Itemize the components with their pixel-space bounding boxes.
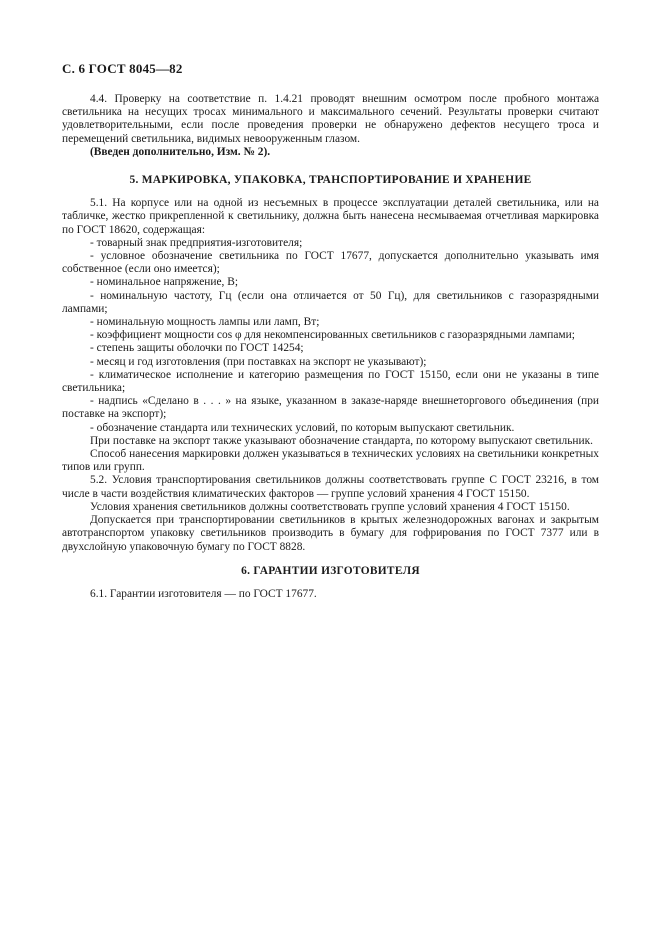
marking-list-item: - обозначение стандарта или технических условий, по которым выпускают светильник. (90, 421, 515, 434)
paragraph-marking-method: Способ нанесения маркировки должен указываться в технических условиях на светильники конкретных типов или групп. (62, 448, 599, 474)
paragraph-5-2: 5.2. Условия транспортирования светильников должны соответствовать группе С ГОСТ 23216, в том числе в части воздействия климатических факторов — группе условий хранения 4 ГОСТ 15150. (62, 474, 599, 500)
marking-list-item: - товарный знак предприятия-изготовителя; (90, 236, 303, 249)
paragraph-packing: Допускается при транспортировании светильников в крытых железнодорожных вагонах и закрытым автотранспортом упаковку светильников производить в бумагу для гофрирования по ГОСТ 7377 или в двухслойную упаковочную бумагу по ГОСТ 8828. (62, 514, 599, 553)
section-6-title: 6. ГАРАНТИИ ИЗГОТОВИТЕЛЯ (241, 564, 420, 577)
paragraph-export: При поставке на экспорт также указывают обозначение стандарта, по которому выпускают светильник. (90, 434, 593, 447)
amendment-note: (Введен дополнительно, Изм. № 2). (90, 145, 271, 158)
marking-list-item: - климатическое исполнение и категорию размещения по ГОСТ 15150, если они не указаны в типе светильника; (62, 368, 599, 395)
marking-list-item: - номинальную мощность лампы или ламп, Вт; (90, 316, 320, 329)
marking-list-item: - надпись «Сделано в . . . » на языке, указанном в заказе-наряде внешнеторгового объединения (при поставке на экспорт); (62, 395, 599, 421)
paragraph-4-4: 4.4. Проверку на соответствие п. 1.4.21 проводят внешним осмотром после пробного монтажа светильника на несущих тросах минимального и максимального сечений. Результаты проверки считают удовлетворительными, если после проведения проверки не обнаружено дефектов несущего троса и перемещений светильника, видимых невооруженным глазом. (62, 93, 599, 145)
marking-list-item: - условное обозначение светильника по ГОСТ 17677, допускается дополнительно указывать имя собственное (если оно имеется); (62, 250, 599, 276)
paragraph-5-1: 5.1. На корпусе или на одной из несъемных в процессе эксплуатации деталей светильника, или на табличке, жестко прикрепленной к светильнику, должна быть нанесена несмываемая отчетливая маркировка по ГОСТ 18620, содержащая: (62, 197, 599, 236)
paragraph-6-1: 6.1. Гарантии изготовителя — по ГОСТ 17677. (90, 587, 317, 600)
marking-list-item: - месяц и год изготовления (при поставках на экспорт не указывают); (90, 355, 427, 368)
page-header: С. 6 ГОСТ 8045—82 (62, 61, 183, 76)
marking-list-item: - номинальное напряжение, В; (90, 276, 238, 289)
marking-list-item: - степень защиты оболочки по ГОСТ 14254; (90, 342, 304, 355)
document-body (62, 93, 599, 601)
marking-list-item: - номинальную частоту, Гц (если она отличается от 50 Гц), для светильников с газоразрядными лампами; (62, 289, 599, 315)
marking-list-item: - коэффициент мощности cos φ для некомпенсированных светильников с газоразрядными лампами; (90, 329, 575, 342)
paragraph-storage: Условия хранения светильников должны соответствовать группе условий хранения 4 ГОСТ 15150. (90, 500, 570, 513)
section-5-title: 5. МАРКИРОВКА, УПАКОВКА, ТРАНСПОРТИРОВАНИЕ И ХРАНЕНИЕ (129, 174, 532, 187)
